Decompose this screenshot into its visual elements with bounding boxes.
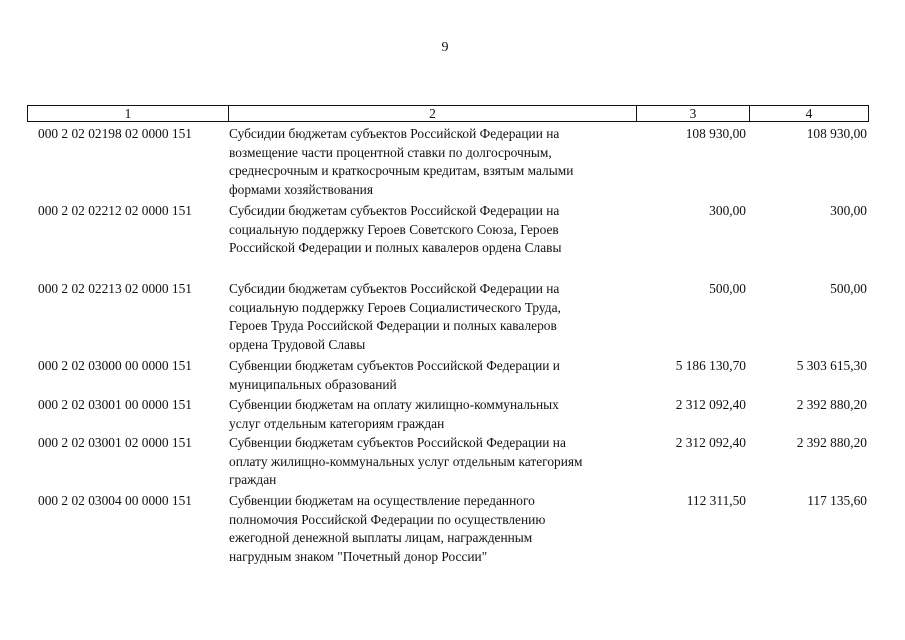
description-line: возмещение части процентной ставки по долгосрочным, (229, 144, 552, 160)
description-line: Субвенции бюджетам субъектов Российской Федерации и (229, 358, 560, 373)
value-col-3: 300,00 (709, 203, 746, 218)
row-description (229, 280, 639, 354)
budget-code: 000 2 02 03004 00 0000 151 (38, 493, 192, 508)
description-line: граждан (229, 472, 277, 488)
description-line: Субсидии бюджетам субъектов Российской Федерации на (229, 203, 560, 218)
budget-code: 000 2 02 02198 02 0000 151 (38, 126, 192, 141)
description-line: ордена Трудовой Славы (229, 336, 366, 352)
header-col-2: 2 (229, 106, 637, 121)
page-number: 9 (441, 40, 449, 55)
value-col-3: 2 312 092,40 (675, 397, 746, 412)
value-col-3: 112 311,50 (686, 493, 746, 508)
row-description (229, 492, 639, 566)
header-col-1: 1 (28, 106, 229, 121)
budget-code: 000 2 02 02213 02 0000 151 (38, 281, 192, 296)
value-col-4: 5 303 615,30 (796, 358, 867, 373)
description-line: ежегодной денежной выплаты лицам, награжденным (229, 530, 533, 546)
value-col-3: 108 930,00 (685, 126, 746, 141)
budget-code: 000 2 02 03001 02 0000 151 (38, 435, 192, 450)
value-col-4: 500,00 (830, 281, 867, 296)
description-line: социальную поддержку Героев Социалистического Труда, (229, 299, 561, 315)
row-description (229, 202, 639, 258)
header-col-4: 4 (805, 106, 813, 121)
description-line: Российской Федерации и полных кавалеров ордена Славы (229, 240, 562, 256)
value-col-4: 108 930,00 (806, 126, 867, 141)
header-col-3: 3 (637, 106, 750, 121)
budget-code: 000 2 02 02212 02 0000 151 (38, 203, 192, 218)
value-col-4: 117 135,60 (807, 493, 867, 508)
description-line: нагрудным знаком "Почетный донор России" (229, 548, 488, 564)
row-description (229, 396, 639, 433)
description-line: Субвенции бюджетам субъектов Российской Федерации на (229, 435, 566, 450)
table-header (27, 105, 869, 122)
value-col-4: 2 392 880,20 (796, 435, 867, 450)
row-description (229, 125, 639, 199)
value-col-3: 500,00 (709, 281, 746, 296)
budget-code: 000 2 02 03000 00 0000 151 (38, 358, 192, 373)
value-col-4: 2 392 880,20 (796, 397, 867, 412)
description-line: Субсидии бюджетам субъектов Российской Федерации на (229, 126, 560, 141)
value-col-3: 2 312 092,40 (675, 435, 746, 450)
value-col-3: 5 186 130,70 (675, 358, 746, 373)
value-col-4: 300,00 (830, 203, 867, 218)
budget-code: 000 2 02 03001 00 0000 151 (38, 397, 192, 412)
description-line: услуг отдельным категориям граждан (229, 415, 445, 431)
row-description (229, 434, 639, 490)
description-line: муниципальных образований (229, 376, 397, 392)
description-line: социальную поддержку Героев Советского Союза, Героев (229, 221, 559, 237)
description-line: среднесрочным и краткосрочным кредитам, взятым малыми (229, 163, 574, 179)
description-line: Героев Труда Российской Федерации и полных кавалеров (229, 318, 557, 334)
description-line: формами хозяйствования (229, 181, 373, 197)
description-line: оплату жилищно-коммунальных услуг отдельным категориям (229, 453, 583, 469)
row-description (229, 357, 639, 394)
description-line: Субвенции бюджетам на осуществление переданного (229, 493, 535, 508)
description-line: Субсидии бюджетам субъектов Российской Федерации на (229, 281, 560, 296)
description-line: полномочия Российской Федерации по осуществлению (229, 511, 546, 527)
description-line: Субвенции бюджетам на оплату жилищно-коммунальных (229, 397, 559, 412)
